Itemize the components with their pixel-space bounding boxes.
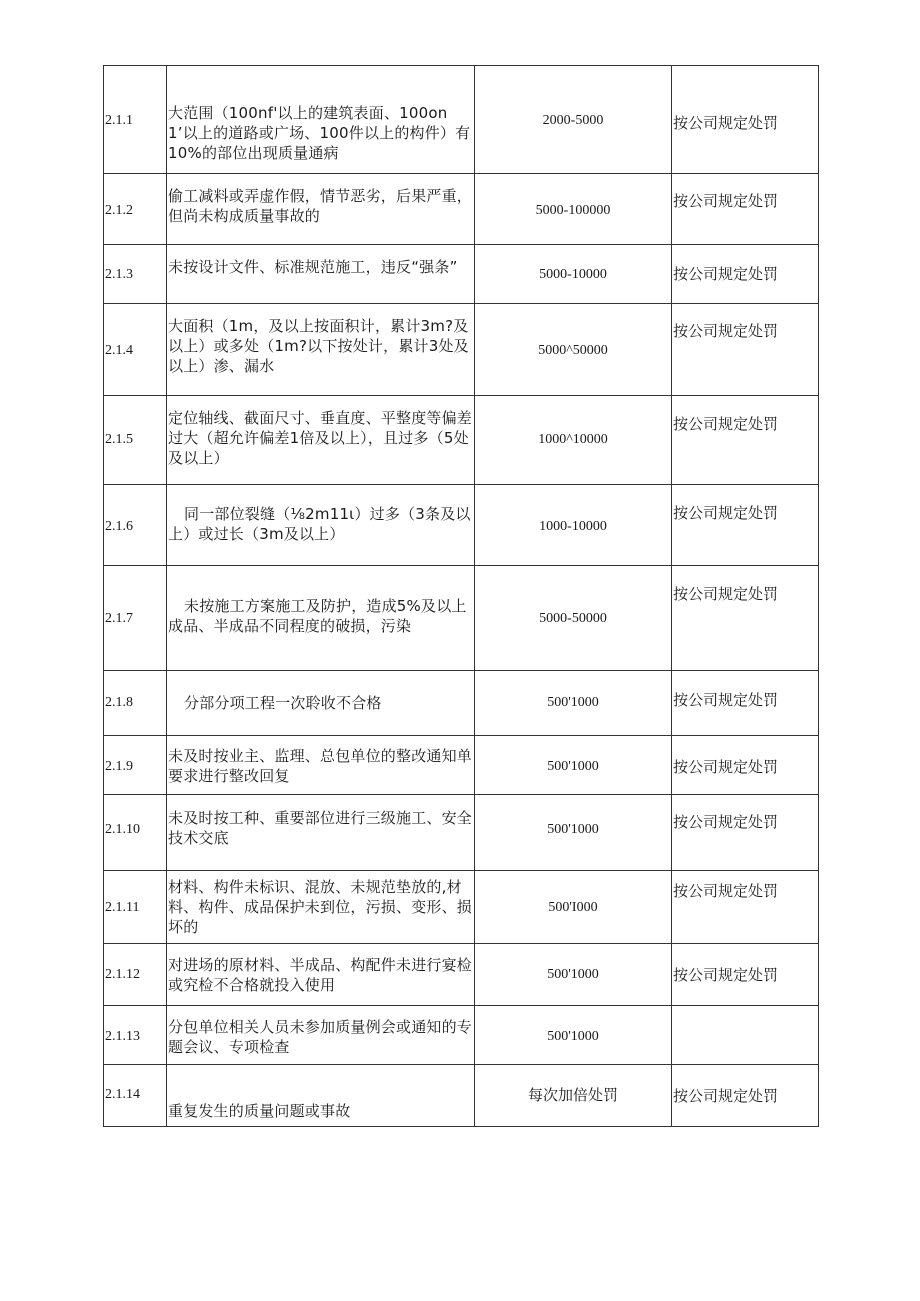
row-description: 重复发生的质量问题或事故 xyxy=(168,1102,351,1120)
row-code: 2.1.7 xyxy=(105,611,133,626)
row-description: 定位轴线、截面尺寸、垂直度、平整度等偏差过大（超允许偏差1倍及以上），且过多（5处及以上） xyxy=(168,409,473,467)
row-amount: 5000-10000 xyxy=(539,267,607,282)
row-amount: 500'1000 xyxy=(547,967,599,982)
row-code: 2.1.5 xyxy=(105,432,133,447)
row-penalty: 按公司规定处罚 xyxy=(673,1087,779,1105)
row-penalty: 按公司规定处罚 xyxy=(673,265,779,283)
row-penalty: 按公司规定处罚 xyxy=(673,813,779,831)
row-penalty: 按公司规定处罚 xyxy=(673,691,779,709)
row-description: 同一部位裂缝（⅛2m11ι）过多（3条及以上）或过长（3m及以上） xyxy=(168,505,471,543)
row-code: 2.1.6 xyxy=(105,519,133,534)
table-row xyxy=(104,304,819,396)
table-row xyxy=(104,1065,819,1127)
row-penalty: 按公司规定处罚 xyxy=(673,192,779,210)
row-description: 未及时按工种、重要部位进行三级施工、安全技术交底 xyxy=(168,809,473,847)
row-description: 材料、构件未标识、混放、未规范垫放的,材料、构件、成品保护未到位，污损、变形、损坏的 xyxy=(168,878,473,936)
row-amount: 1000^10000 xyxy=(538,432,608,447)
row-code: 2.1.2 xyxy=(105,203,133,218)
table-row xyxy=(104,736,819,795)
row-penalty: 按公司规定处罚 xyxy=(673,415,779,433)
table-row xyxy=(104,174,819,245)
row-amount: 500'1000 xyxy=(547,1029,599,1044)
row-description: 偷工减料或弄虚作假，情节恶劣，后果严重，但尚未构成质量事故的 xyxy=(168,187,473,225)
row-penalty: 按公司规定处罚 xyxy=(673,322,779,340)
row-description: 未及时按业主、监理、总包单位的整改通知单要求进行整改回复 xyxy=(168,747,473,785)
row-code: 2.1.4 xyxy=(105,343,133,358)
row-amount: 500'1000 xyxy=(547,822,599,837)
row-penalty: 按公司规定处罚 xyxy=(673,504,779,522)
table-row xyxy=(104,66,819,174)
row-code: 2.1.14 xyxy=(105,1087,140,1102)
penalty-table xyxy=(103,65,819,1127)
table-row xyxy=(104,245,819,304)
table-row xyxy=(104,871,819,944)
row-code: 2.1.1 xyxy=(105,113,133,128)
row-description: 大面积（1m，及以上按面积计，累计3m?及以上）或多处（1m?以下按处计，累计3处及以上）渗、漏水 xyxy=(168,317,469,375)
row-code: 2.1.8 xyxy=(105,695,133,710)
row-penalty: 按公司规定处罚 xyxy=(673,585,779,603)
row-amount: 5000-100000 xyxy=(535,203,611,218)
row-penalty: 按公司规定处罚 xyxy=(673,758,779,776)
row-description: 未按施工方案施工及防护，造成5%及以上成品、半成品不同程度的破损，污染 xyxy=(168,597,467,635)
row-description: 对进场的原材料、半成品、构配件未进行宴检或究检不合格就投入使用 xyxy=(168,956,473,994)
row-amount: 每次加倍处罚 xyxy=(527,1086,618,1104)
row-code: 2.1.3 xyxy=(105,267,133,282)
row-penalty: 按公司规定处罚 xyxy=(673,882,779,900)
row-code: 2.1.10 xyxy=(105,822,140,837)
table-row xyxy=(104,396,819,485)
table-row xyxy=(104,485,819,566)
row-amount: 500'I000 xyxy=(548,900,598,915)
table-row xyxy=(104,1006,819,1065)
row-description: 大范围（100nf'以上的建筑表面、100on1’以上的道路或广场、100件以上的构件）有10%的部位出现质量通病 xyxy=(168,104,471,162)
row-amount: 2000-5000 xyxy=(542,113,604,128)
row-code: 2.1.9 xyxy=(105,759,133,774)
row-amount: 500'1000 xyxy=(547,695,599,710)
row-amount: 5000^50000 xyxy=(538,343,608,358)
row-penalty: 按公司规定处罚 xyxy=(673,966,779,984)
row-description: 分部分项工程一次聆收不合格 xyxy=(184,694,382,712)
table-row xyxy=(104,566,819,671)
table-row xyxy=(104,944,819,1006)
row-code: 2.1.12 xyxy=(105,967,140,982)
table-row xyxy=(104,671,819,736)
row-code: 2.1.11 xyxy=(105,900,140,915)
row-code: 2.1.13 xyxy=(105,1029,140,1044)
row-penalty: 按公司规定处罚 xyxy=(673,114,779,132)
row-description: 未按设计文件、标准规范施工，违反“强条” xyxy=(168,258,458,276)
row-amount: 5000-50000 xyxy=(539,611,607,626)
row-amount: 500'1000 xyxy=(547,759,599,774)
row-description: 分包单位相关人员未参加质量例会或通知的专题会议、专项检查 xyxy=(168,1018,473,1056)
row-amount: 1000-10000 xyxy=(539,519,607,534)
table-row xyxy=(104,795,819,871)
